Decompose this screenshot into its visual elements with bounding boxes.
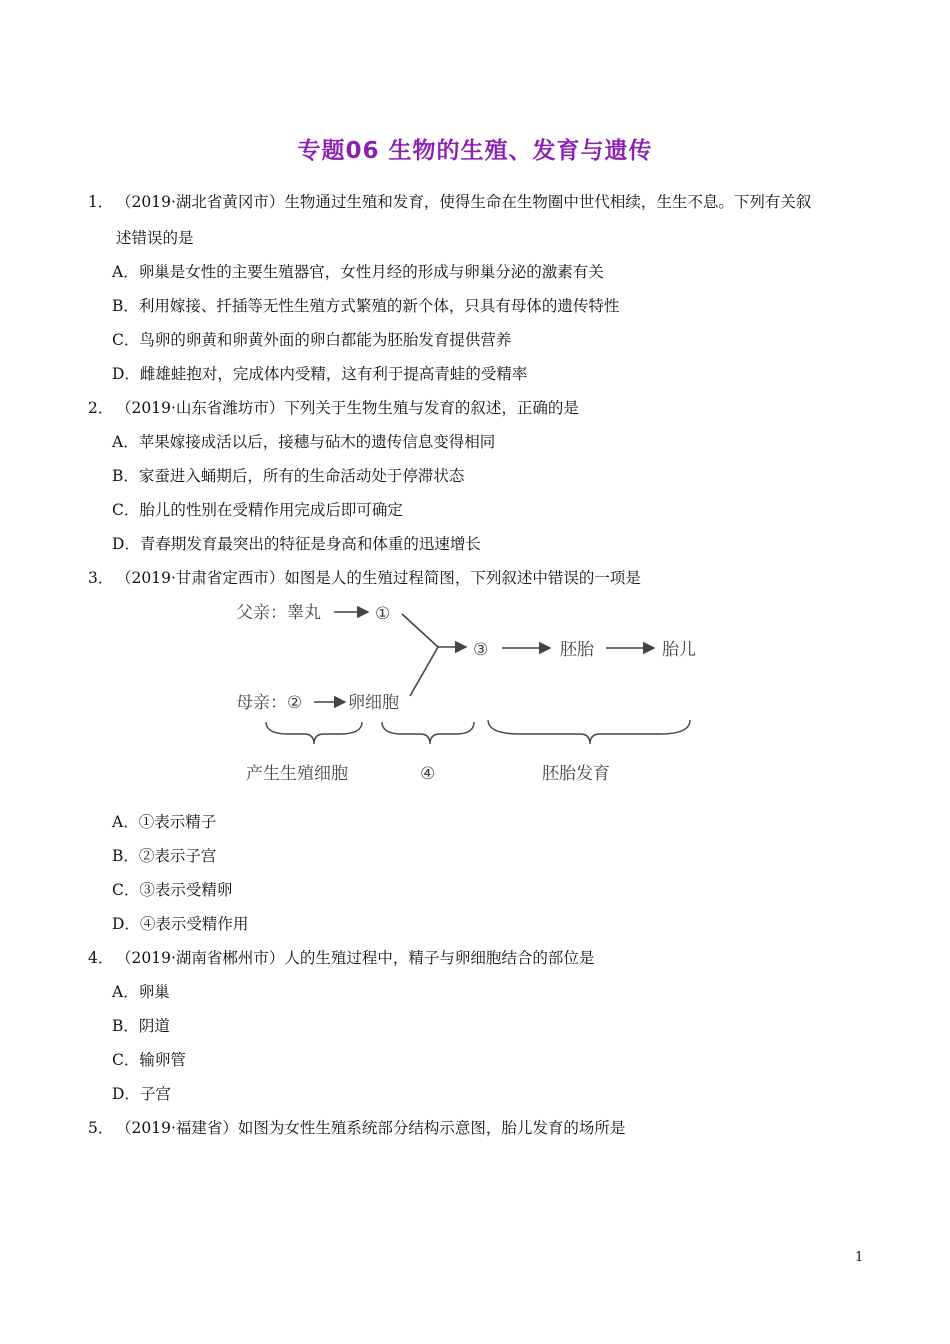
diagram-embryo-label: 胚胎 [560,640,594,660]
line-egg-to-junction [410,647,438,696]
question-5-text: （2019·福建省）如图为女性生殖系统部分结构示意图，胎儿发育的场所是 [116,1119,626,1137]
diagram-circle-1: ① [375,604,391,624]
question-1-option-c: C．鸟卵的卵黄和卵黄外面的卵白都能为胚胎发育提供营养 [112,331,512,349]
page-number: 1 [855,1250,864,1265]
reproduction-process-diagram [230,592,720,792]
question-1-option-b: B．利用嫁接、扦插等无性生殖方式繁殖的新个体，只具有母体的遗传特性 [112,297,620,315]
question-2-number: 2． [88,399,114,417]
question-3-option-c: C．③表示受精卵 [112,881,233,899]
question-2-option-b: B．家蚕进入蛹期后，所有的生命活动处于停滞状态 [112,467,465,485]
question-3-option-b: B．②表示子宫 [112,847,217,865]
question-3-number: 3． [88,569,114,587]
question-1-number: 1． [88,193,114,211]
question-2-text: （2019·山东省潍坊市）下列关于生物生殖与发育的叙述，正确的是 [116,399,579,417]
question-4-text: （2019·湖南省郴州市）人的生殖过程中，精子与卵细胞结合的部位是 [116,949,595,967]
question-4-number: 4． [88,949,114,967]
question-3-option-d: D．④表示受精作用 [112,915,249,933]
brace-fertilization [382,722,474,744]
question-1-option-d: D．雌雄蛙抱对，完成体内受精，这有利于提高青蛙的受精率 [112,365,528,383]
question-4-option-a: A．卵巢 [112,983,170,1001]
diagram-mother-label: 母亲：② [236,693,303,713]
question-4-option-c: C．输卵管 [112,1051,186,1069]
brace-development [488,720,690,744]
diagram-development-label: 胚胎发育 [542,764,610,784]
diagram-father-label: 父亲：睾丸 [236,603,321,623]
diagram-gametes-label: 产生生殖细胞 [246,764,348,784]
diagram-circle-3: ③ [473,640,489,660]
question-2-option-a: A．苹果嫁接成活以后，接穗与砧木的遗传信息变得相同 [112,433,496,451]
question-5-number: 5． [88,1119,114,1137]
question-4-option-d: D．子宫 [112,1085,171,1103]
question-1-text-cont: 述错误的是 [116,229,194,247]
question-2-option-c: C．胎儿的性别在受精作用完成后即可确定 [112,501,403,519]
brace-gametes [266,722,362,744]
diagram-egg-label: 卵细胞 [348,693,399,713]
question-4-option-b: B．阴道 [112,1017,170,1035]
question-1-option-a: A．卵巢是女性的主要生殖器官，女性月经的形成与卵巢分泌的激素有关 [112,263,604,281]
question-3-text: （2019·甘肃省定西市）如图是人的生殖过程简图，下列叙述中错误的一项是 [116,569,641,587]
question-3-option-a: A．①表示精子 [112,813,217,831]
question-2-option-d: D．青春期发育最突出的特征是身高和体重的迅速增长 [112,535,481,553]
diagram-circle-4: ④ [420,764,436,784]
question-1-text: （2019·湖北省黄冈市）生物通过生殖和发育，使得生命在生物圈中世代相续，生生不息。下列有关叙 [116,193,812,211]
line-sperm-to-junction [402,614,438,647]
document-title: 专题06 生物的生殖、发育与遗传 [297,138,653,164]
diagram-fetus-label: 胎儿 [662,640,696,660]
